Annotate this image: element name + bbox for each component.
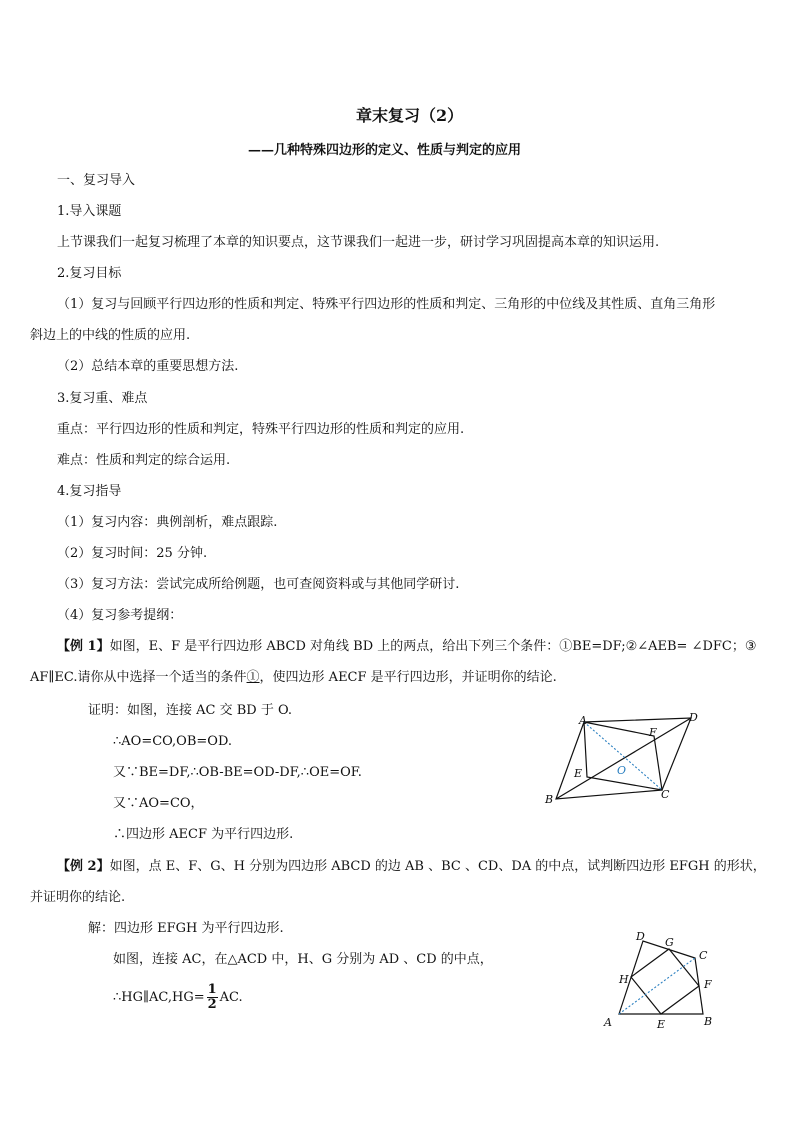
- fraction-one-half: $\frac{1}{2}$: [207, 982, 217, 1012]
- example1-proof-line5: ∴四边形 AECF 为平行四边形.: [113, 827, 294, 842]
- label-a: A: [604, 1016, 612, 1029]
- item4-content: （1）复习内容：典例剖析，难点跟踪.: [57, 515, 278, 530]
- example2-solution-line3: ∴HG∥AC,HG= $\frac{1}{2}$ AC.: [113, 982, 243, 1012]
- example1-line2: AF∥EC.请你从中选择一个适当的条件①，使四边形 AECF 是平行四边形，并证明你的结论.: [30, 670, 557, 685]
- page-title: 章末复习（2）: [356, 106, 464, 125]
- label-c: C: [661, 788, 670, 801]
- item4-outline: （4）复习参考提纲：: [57, 608, 183, 623]
- item2-heading: 2.复习目标: [57, 266, 122, 281]
- item2-goal1-line1: （1）复习与回顾平行四边形的性质和判定、特殊平行四边形的性质和判定、三角形的中位线及其性质、直角三角形: [57, 297, 716, 312]
- label-b: B: [545, 793, 554, 806]
- label-f: F: [649, 726, 657, 739]
- example1-proof-line2: ∴AO=CO,OB=OD.: [113, 734, 233, 749]
- example1-proof-line3: 又∵BE=DF,∴OB-BE=OD-DF,∴OE=OF.: [113, 765, 362, 780]
- item3-heading: 3.复习重、难点: [57, 391, 148, 406]
- label-d: D: [636, 930, 645, 943]
- label-a: A: [579, 714, 587, 727]
- label-e: E: [574, 767, 583, 780]
- example2-solution-line1: 解：四边形 EFGH 为平行四边形.: [88, 921, 284, 936]
- example2-figure: [600, 928, 726, 1032]
- item3-difficulty: 难点：性质和判定的综合运用.: [57, 453, 231, 468]
- example2-label: 【例 2】: [57, 859, 110, 874]
- label-g: G: [665, 936, 674, 949]
- label-e: E: [657, 1018, 666, 1031]
- item4-heading: 4.复习指导: [57, 484, 122, 499]
- example1-proof-line4: 又∵AO=CO，: [113, 796, 204, 811]
- item1-heading: 1.导入课题: [57, 204, 122, 219]
- quadrilateral-efgh: [631, 949, 699, 1014]
- example1-label: 【例 1】: [57, 639, 110, 654]
- label-o: O: [617, 764, 627, 777]
- diagonal-ac-dashed: [619, 958, 695, 1014]
- item4-method: （3）复习方法：尝试完成所给例题，也可查阅资料或与其他同学研讨.: [57, 577, 460, 592]
- label-f: F: [704, 978, 712, 991]
- section-heading-review-intro: 一、复习导入: [57, 173, 136, 188]
- example2-line1: 【例 2】如图，点 E、F、G、H 分别为四边形 ABCD 的边 AB 、BC 、CD、DA 的中点，试判断四边形 EFGH 的形状，: [57, 859, 766, 874]
- item4-time: （2）复习时间：25 分钟.: [57, 546, 208, 561]
- example1-line1: 【例 1】如图，E、F 是平行四边形 ABCD 对角线 BD 上的两点，给出下列三个条件：①BE=DF;②∠AEB= ∠DFC；③: [57, 639, 757, 654]
- example2-solution-line2: 如图，连接 AC，在△ACD 中，H、G 分别为 AD 、CD 的中点，: [113, 952, 493, 967]
- label-d: D: [689, 711, 698, 724]
- page-subtitle: ——几种特殊四边形的定义、性质与判定的应用: [248, 143, 522, 158]
- example1-proof-line1: 证明：如图，连接 AC 交 BD 于 O.: [88, 703, 293, 718]
- label-b: B: [704, 1015, 713, 1028]
- item1-text: 上节课我们一起复习梳理了本章的知识要点，这节课我们一起进一步，研讨学习巩固提高本章的知识运用.: [57, 235, 660, 250]
- item2-goal2: （2）总结本章的重要思想方法.: [57, 359, 239, 374]
- label-c: C: [699, 949, 708, 962]
- item2-goal1-line2: 斜边上的中线的性质的应用.: [30, 328, 191, 343]
- example1-figure: [536, 706, 716, 810]
- example2-line2: 并证明你的结论.: [30, 890, 126, 905]
- example1-chosen-condition: ①: [246, 670, 260, 685]
- item3-key-point: 重点：平行四边形的性质和判定，特殊平行四边形的性质和判定的应用.: [57, 422, 465, 437]
- label-h: H: [619, 973, 629, 986]
